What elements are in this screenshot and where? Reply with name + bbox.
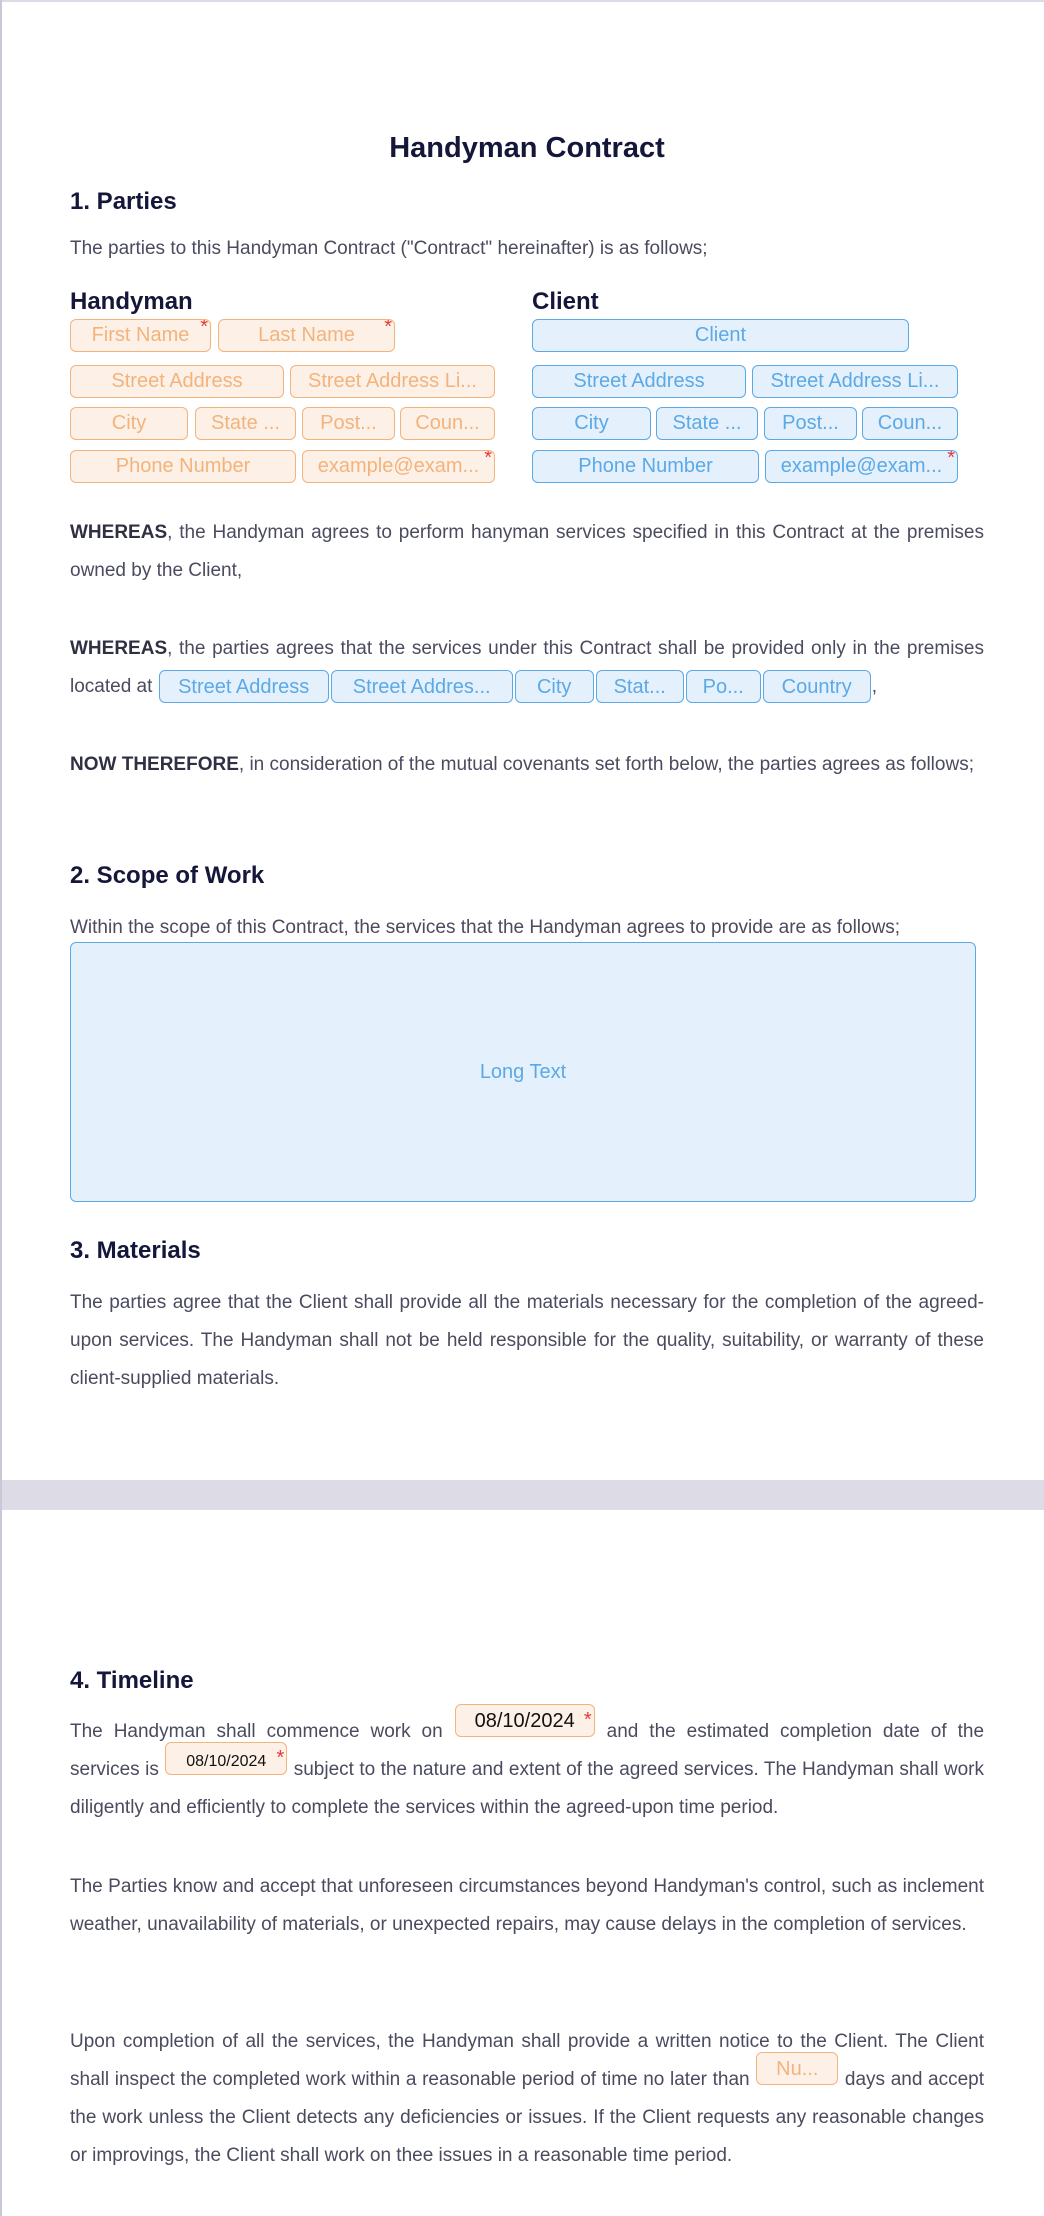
client-country-field[interactable]: Coun... bbox=[862, 407, 958, 440]
client-name-field[interactable]: Client bbox=[532, 319, 909, 352]
client-email-field[interactable]: example@exam... * bbox=[765, 450, 958, 483]
required-marker: * bbox=[583, 1709, 592, 1732]
client-postal-field[interactable]: Post... bbox=[764, 407, 857, 440]
client-state-field[interactable]: State ... bbox=[656, 407, 758, 440]
document-page-2 bbox=[2, 1510, 1044, 2216]
premises-postal-field[interactable]: Po... bbox=[686, 670, 761, 703]
document-title: Handyman Contract bbox=[389, 132, 665, 164]
handyman-street-address-field[interactable]: Street Address bbox=[70, 365, 284, 398]
now-therefore-paragraph: NOW THEREFORE, in consideration of the mutual covenants set forth below, the parties agrees as follows; bbox=[70, 754, 974, 775]
completion-date-field[interactable]: 08/10/2024 * bbox=[165, 1742, 287, 1775]
document-page-1 bbox=[2, 2, 1044, 1480]
required-marker: * bbox=[484, 450, 492, 469]
premises-street-address-line2-field[interactable]: Street Addres... bbox=[331, 670, 513, 703]
handyman-label: Handyman bbox=[70, 288, 193, 315]
client-street-address-line2-field[interactable]: Street Address Li... bbox=[752, 365, 958, 398]
premises-city-field[interactable]: City bbox=[515, 670, 594, 703]
premises-street-address-field[interactable]: Street Address bbox=[159, 670, 329, 703]
whereas-paragraph-1: WHEREAS, the Handyman agrees to perform hanyman services specified in this Contract at the premises owned by the Client, bbox=[70, 522, 984, 581]
whereas-paragraph-2: WHEREAS, the parties agrees that the services under this Contract shall be provided only in the premises located at Street Address Street Addres... City Stat... Po... Country , bbox=[70, 630, 984, 706]
handyman-phone-field[interactable]: Phone Number bbox=[70, 450, 296, 483]
handyman-first-name-field[interactable]: First Name * bbox=[70, 319, 211, 352]
required-marker: * bbox=[276, 1747, 285, 1770]
handyman-postal-field[interactable]: Post... bbox=[302, 407, 395, 440]
premises-country-field[interactable]: Country bbox=[763, 670, 871, 703]
timeline-paragraph-1: The Handyman shall commence work on 08/10/2024 * and the estimated completion date of the services is 08/10/2024 * subject to the nature and extent of the agreed services. The Handyman shall work diligently and efficiently to complete the services within the agreed-upon time period. bbox=[70, 1713, 984, 1827]
premises-state-field[interactable]: Stat... bbox=[596, 670, 684, 703]
client-label: Client bbox=[532, 288, 599, 315]
handyman-email-field[interactable]: example@exam... * bbox=[302, 450, 495, 483]
timeline-paragraph-2: The Parties know and accept that unforeseen circumstances beyond Handyman's control, such as inclement weather, unavailability of materials, or unexpected repairs, may cause delays in the completion of services. bbox=[70, 1876, 984, 1935]
materials-paragraph: The parties agree that the Client shall provide all the materials necessary for the completion of the agreed-upon services. The Handyman shall not be held responsible for the quality, suitability, or warranty of these client-supplied materials. bbox=[70, 1292, 984, 1389]
required-marker: * bbox=[947, 450, 955, 469]
scope-intro: Within the scope of this Contract, the services that the Handyman agrees to provide are as follows; bbox=[70, 917, 901, 938]
inspection-days-field[interactable]: Nu... bbox=[756, 2052, 838, 2085]
section-heading-parties: 1. Parties bbox=[70, 188, 177, 215]
start-date-field[interactable]: 08/10/2024 * bbox=[455, 1704, 595, 1737]
required-marker: * bbox=[200, 319, 208, 338]
handyman-last-name-field[interactable]: Last Name * bbox=[218, 319, 395, 352]
handyman-country-field[interactable]: Coun... bbox=[400, 407, 495, 440]
client-street-address-field[interactable]: Street Address bbox=[532, 365, 746, 398]
client-phone-field[interactable]: Phone Number bbox=[532, 450, 759, 483]
parties-intro: The parties to this Handyman Contract ("Contract" hereinafter) is as follows; bbox=[70, 238, 708, 259]
section-heading-scope: 2. Scope of Work bbox=[70, 862, 265, 889]
handyman-state-field[interactable]: State ... bbox=[195, 407, 296, 440]
section-heading-timeline: 4. Timeline bbox=[70, 1667, 194, 1694]
required-marker: * bbox=[384, 319, 392, 338]
client-city-field[interactable]: City bbox=[532, 407, 651, 440]
timeline-paragraph-3: Upon completion of all the services, the Handyman shall provide a written notice to the Client. The Client shall inspect the completed work within a reasonable period of time no later than Nu... days and accept the work unless the Client detects any deficiencies or issues. If the Client requests any reasonable changes or improvings, the Client shall work on thee issues in a reasonable time period. bbox=[70, 2031, 985, 2166]
scope-long-text-field[interactable]: Long Text bbox=[70, 942, 976, 1202]
handyman-city-field[interactable]: City bbox=[70, 407, 188, 440]
handyman-street-address-line2-field[interactable]: Street Address Li... bbox=[290, 365, 495, 398]
section-heading-materials: 3. Materials bbox=[70, 1237, 201, 1264]
